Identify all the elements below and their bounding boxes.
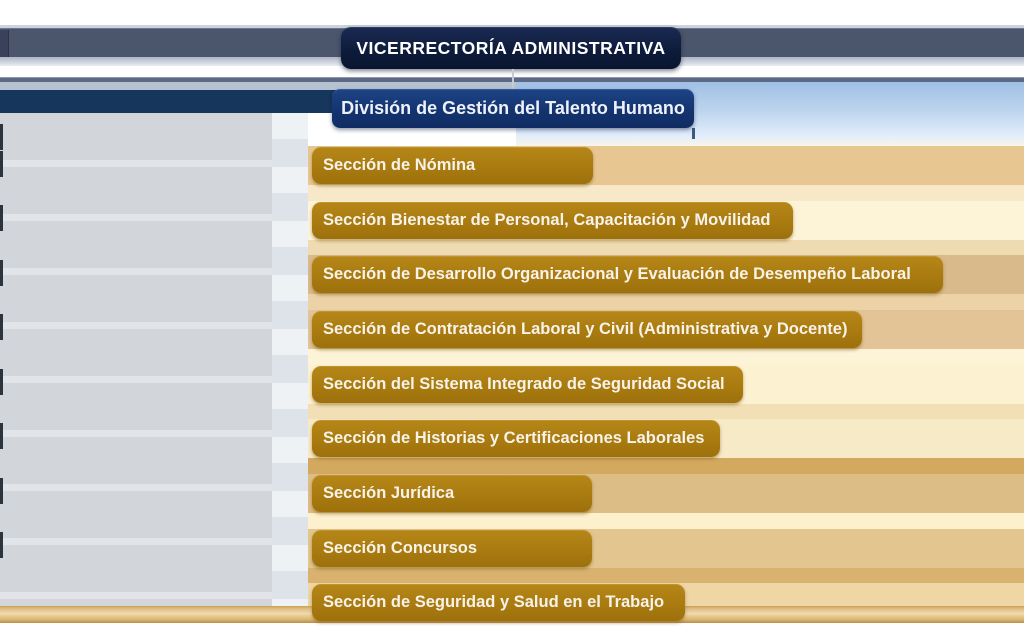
left-edge-dash <box>0 369 3 395</box>
left-edge-dash <box>0 314 3 340</box>
left-edge-dash <box>0 532 3 558</box>
left-edge-dash <box>0 478 3 504</box>
left-gray-panel <box>0 113 272 606</box>
left-edge-dash <box>0 423 3 449</box>
connector-stub <box>692 128 695 139</box>
node-division-gestion-talento-humano[interactable]: División de Gestión del Talento Humano <box>332 89 694 128</box>
node-seccion-contratacion-laboral[interactable]: Sección de Contratación Laboral y Civil (Administrativa y Docente) <box>312 311 862 348</box>
left-edge-dash <box>0 124 3 150</box>
top-slate-bar-corner <box>0 30 9 57</box>
left-white-strip <box>272 113 308 606</box>
left-edge-dash <box>0 151 3 177</box>
node-seccion-concursos[interactable]: Sección Concursos <box>312 530 592 567</box>
left-edge-dash <box>0 260 3 286</box>
left-edge-dash <box>0 205 3 231</box>
node-seccion-sistema-seguridad-social[interactable]: Sección del Sistema Integrado de Seguridad Social <box>312 366 743 403</box>
node-seccion-historias-certificaciones[interactable]: Sección de Historias y Certificaciones Laborales <box>312 420 720 457</box>
node-seccion-bienestar-personal[interactable]: Sección Bienestar de Personal, Capacitación y Movilidad <box>312 202 793 239</box>
vertical-connector-line <box>512 69 514 90</box>
node-seccion-nomina[interactable]: Sección de Nómina <box>312 147 593 184</box>
node-seccion-seguridad-salud-trabajo[interactable]: Sección de Seguridad y Salud en el Trabajo <box>312 584 685 621</box>
node-seccion-juridica[interactable]: Sección Jurídica <box>312 475 592 512</box>
node-seccion-desarrollo-organizacional[interactable]: Sección de Desarrollo Organizacional y Evaluación de Desempeño Laboral <box>312 256 943 293</box>
node-vicerrectoria-administrativa[interactable]: VICERRECTORÍA ADMINISTRATIVA <box>341 27 681 69</box>
